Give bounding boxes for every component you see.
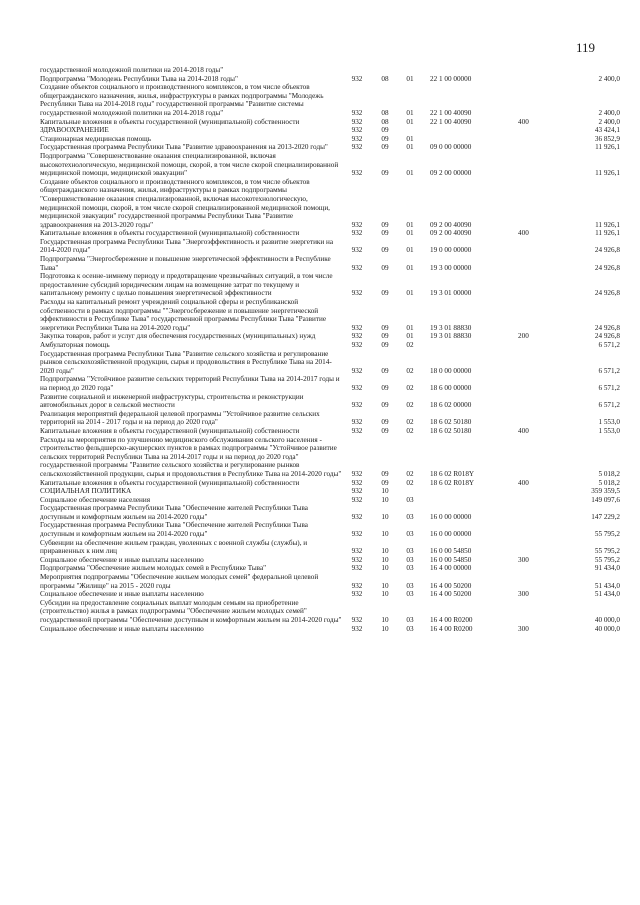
row-gr-code: 932	[351, 512, 363, 521]
row-gr-code: 932	[351, 530, 363, 539]
row-sum: 6 571,2	[598, 383, 620, 392]
row-rz-code: 10	[381, 512, 389, 521]
row-gr-code: 932	[351, 117, 363, 126]
row-pr-code: 01	[406, 332, 414, 341]
row-gr-code: 932	[351, 229, 363, 238]
row-sum: 5 018,2	[598, 478, 620, 487]
table-row	[40, 590, 620, 599]
row-gr-code: 932	[351, 263, 363, 272]
row-gr-code: 932	[351, 341, 363, 349]
row-rz-code: 10	[381, 581, 389, 590]
row-pr-code: 02	[406, 401, 414, 410]
row-name: Подготовка к осенне-зимнему периоду и предотвращение чрезвычайных ситуаций, в том числе предоставление субсидий юридическим лицам на возмещение затрат по текущему и капитальному ремонту с целью повышения энергетической эффективности	[40, 272, 333, 298]
row-cs-code: 16 0 00 00000	[430, 512, 472, 521]
row-cs-code: 16 4 00 50200	[430, 590, 472, 599]
row-pr-code: 01	[406, 169, 414, 178]
row-cs-code: 16 4 00 50200	[430, 581, 472, 590]
row-cs-code: 09 2 00 40090	[430, 220, 472, 229]
row-cs-code: 18 6 02 R018Y	[430, 469, 475, 478]
row-pr-code: 01	[406, 289, 414, 298]
row-rz-code: 09	[381, 418, 389, 427]
row-sum: 1 553,0	[598, 418, 620, 427]
row-pr-code: 03	[406, 590, 414, 599]
row-pr-code: 03	[406, 512, 414, 521]
row-rz-code: 09	[381, 229, 389, 238]
row-cs-code: 22 1 00 40090	[430, 117, 472, 126]
row-name: Развитие социальной и инженерной инфраструктуры, строительства и реконструкции автомобильных дорог в сельской местности	[40, 392, 304, 410]
row-vr-code	[518, 238, 560, 255]
row-gr-code: 932	[351, 332, 363, 341]
row-gr-code: 932	[351, 547, 363, 556]
row-gr-code: 932	[351, 220, 363, 229]
row-cs-code: 16 0 00 00000	[430, 530, 472, 539]
row-sum: 2 400,0	[598, 117, 620, 126]
row-gr-code: 932	[351, 555, 363, 564]
row-pr-code: 02	[406, 418, 414, 427]
row-vr-code	[518, 375, 560, 392]
row-rz-code: 09	[381, 401, 389, 410]
row-name: Создание объектов социального и производственного комплексов, в том числе объектов общегражданского назначения, жилья, инфраструктуры в рамках подпрограммы "Совершенствование оказания специализированной, включая высокотехнологическую, медицинской помощи, скорой, в том числе скорой специализированной медицинской помощи, медицинской эвакуации" государственной программы Республики Тыва "Развитие здравоохранения на 2013-2020 годы"	[40, 177, 330, 229]
row-name: Социальное обеспечение и иные выплаты населению	[40, 590, 204, 599]
row-name: Стационарная медицинская помощь	[40, 134, 151, 143]
row-gr-code: 932	[351, 495, 363, 504]
row-pr-code: 01	[406, 220, 414, 229]
row-cs-code: 19 3 01 88830	[430, 332, 472, 341]
row-name: Капитальные вложения в объекты государственной (муниципальной) собственности	[40, 229, 300, 238]
row-pr-code: 01	[406, 143, 414, 152]
row-pr-code: 03	[406, 564, 414, 573]
table-row	[40, 229, 620, 238]
table-row	[40, 564, 620, 573]
row-pr-code: 01	[406, 108, 414, 117]
row-gr-code: 932	[351, 108, 363, 117]
row-pr-code: 01	[406, 246, 414, 255]
table-row	[40, 118, 620, 127]
row-rz-code: 10	[381, 616, 389, 624]
table-row	[40, 556, 620, 565]
row-rz-code	[372, 66, 398, 75]
row-gr-code: 932	[351, 383, 363, 392]
table-row	[40, 83, 620, 117]
row-pr-code: 03	[406, 495, 414, 504]
row-gr-code: 932	[351, 323, 363, 332]
row-name: Субсидии на предоставление социальных выплат молодым семьям на приобретение (строительство) жилья в рамках подпрограммы "Обеспечение жильем молодых семей" государственной программы "Обеспечение доступным и комфортным жильем на 2014-2020 годы"	[40, 598, 342, 624]
row-vr-code: 400	[518, 229, 529, 238]
row-name: Реализация мероприятий федеральной целевой программы "Устойчивое развитие сельских территорий на 2014 - 2017 годы и на период до 2020 года"	[40, 409, 320, 427]
row-sum: 40 000,0	[594, 624, 620, 633]
row-pr-code	[398, 126, 422, 135]
row-vr-code	[518, 350, 560, 376]
row-cs-code: 18 6 02 00000	[430, 401, 472, 410]
row-pr-code: 03	[406, 616, 414, 624]
row-vr-code	[518, 573, 560, 590]
row-vr-code	[518, 178, 560, 230]
row-cs-code: 19 3 01 88830	[430, 323, 472, 332]
row-gr-code: 932	[351, 143, 363, 152]
table-row	[40, 350, 620, 376]
row-gr-code: 932	[351, 126, 363, 135]
row-vr-code: 300	[518, 555, 529, 564]
row-rz-code: 09	[381, 383, 389, 392]
row-sum: 149 097,6	[591, 495, 620, 504]
table-row	[40, 135, 620, 144]
table-row	[40, 152, 620, 178]
row-vr-code	[518, 410, 560, 427]
row-sum: 55 795,2	[594, 555, 620, 564]
row-rz-code: 08	[381, 74, 389, 83]
row-sum: 24 926,8	[594, 332, 620, 341]
table-row	[40, 573, 620, 590]
row-sum: 11 926,1	[595, 169, 620, 178]
row-gr-code: 932	[351, 487, 363, 496]
table-row	[40, 255, 620, 272]
row-sum: 24 926,8	[594, 323, 620, 332]
row-name: Субвенции на обеспечение жильем граждан, уволенных с военной службы (службы), и приравненных к ним лиц	[40, 538, 308, 556]
row-cs-code	[422, 487, 518, 496]
row-vr-code	[518, 564, 560, 573]
table-row	[40, 625, 620, 634]
row-sum: 91 434,0	[594, 564, 620, 573]
table-row	[40, 66, 620, 75]
row-name: Подпрограмма "Устойчивое развитие сельских территорий Республики Тыва на 2014-2017 годы и на период до 2020 года"	[40, 375, 340, 392]
row-name: Расходы на капитальный ремонт учреждений социальной сферы и республиканской собственности в рамках подпрограммы ""Энергосбережение и повышение энергетической эффективности в Республике Тыва" государственной программы Республики Тыва "Развитие энергетики Республики Тыва на 2014-2020 годы"	[40, 298, 327, 332]
row-sum: 6 571,2	[598, 366, 620, 375]
row-name: Капитальные вложения в объекты государственной (муниципальной) собственности	[40, 117, 300, 126]
row-pr-code: 03	[406, 581, 414, 590]
row-gr-code: 932	[351, 401, 363, 410]
row-rz-code: 09	[381, 469, 389, 478]
row-cs-code	[422, 66, 518, 75]
row-rz-code: 10	[381, 564, 389, 573]
row-gr-code: 932	[351, 289, 363, 298]
table-row	[40, 341, 620, 350]
table-row	[40, 238, 620, 255]
row-name: Капитальные вложения в объекты государственной (муниципальной) собственности	[40, 426, 300, 435]
row-cs-code: 19 3 00 00000	[430, 263, 472, 272]
table-row	[40, 272, 620, 298]
row-rz-code: 10	[381, 624, 389, 633]
row-pr-code: 01	[406, 74, 414, 83]
row-sum: 2 400,0	[598, 108, 620, 117]
row-sum: 11 926,1	[595, 229, 620, 238]
row-rz-code: 10	[381, 530, 389, 539]
row-rz-code: 08	[381, 117, 389, 126]
row-vr-code	[518, 298, 560, 332]
row-pr-code	[398, 487, 422, 496]
row-vr-code	[518, 66, 560, 75]
row-cs-code: 18 0 00 00000	[430, 366, 472, 375]
row-gr-code: 932	[351, 246, 363, 255]
table-row	[40, 487, 620, 496]
table-row	[40, 126, 620, 135]
row-rz-code: 10	[381, 547, 389, 556]
row-vr-code: 200	[518, 332, 529, 341]
row-sum: 24 926,8	[594, 246, 620, 255]
row-rz-code: 10	[381, 590, 389, 599]
row-vr-code	[518, 272, 560, 298]
row-gr-code: 932	[351, 426, 363, 435]
row-sum: 55 795,2	[594, 547, 620, 556]
row-name: Амбулаторная помощь	[40, 341, 110, 349]
row-name: Закупка товаров, работ и услуг для обеспечения государственных (муниципальных) нужд	[40, 332, 316, 341]
row-rz-code: 10	[381, 555, 389, 564]
table-row	[40, 393, 620, 410]
row-sum: 43 424,1	[594, 126, 620, 135]
row-cs-code: 22 1 00 40090	[430, 108, 472, 117]
row-name: Социальное обеспечение и иные выплаты населению	[40, 624, 204, 633]
row-name: Капитальные вложения в объекты государственной (муниципальной) собственности	[40, 478, 300, 487]
row-sum: 2 400,0	[598, 74, 620, 83]
table-row	[40, 178, 620, 230]
row-cs-code: 09 0 00 00000	[430, 143, 472, 152]
table-row	[40, 410, 620, 427]
row-cs-code: 22 1 00 00000	[430, 74, 472, 83]
row-vr-code	[518, 599, 560, 625]
row-cs-code: 09 2 00 00000	[430, 169, 472, 178]
row-gr-code: 932	[351, 134, 363, 143]
row-rz-code: 10	[381, 487, 389, 496]
row-gr-code: 932	[351, 590, 363, 599]
row-rz-code: 09	[381, 246, 389, 255]
table-row	[40, 496, 620, 505]
row-pr-code: 02	[406, 469, 414, 478]
row-pr-code: 03	[406, 624, 414, 633]
row-gr-code: 932	[351, 169, 363, 178]
row-vr-code	[518, 496, 560, 505]
row-vr-code	[518, 83, 560, 117]
row-name: Государственная программа Республики Тыва "Энергоэффективность и развитие энергетики на 2014-2020 годы"	[40, 237, 334, 255]
row-pr-code: 01	[406, 263, 414, 272]
row-cs-code: 16 4 00 R0200	[430, 624, 473, 633]
row-sum: 51 434,0	[594, 590, 620, 599]
row-rz-code: 09	[381, 220, 389, 229]
row-rz-code: 09	[381, 169, 389, 178]
row-name: Подпрограмма "Молодежь Республики Тыва на 2014-2018 годы"	[40, 74, 238, 83]
row-name: ЗДРАВООХРАНЕНИЕ	[40, 126, 109, 135]
row-cs-code: 09 2 00 40090	[430, 229, 472, 238]
row-vr-code	[518, 152, 560, 178]
row-pr-code: 02	[406, 341, 414, 349]
row-sum: 36 852,9	[594, 134, 620, 143]
row-name: СОЦИАЛЬНАЯ ПОЛИТИКА	[40, 487, 132, 496]
row-rz-code: 08	[381, 108, 389, 117]
row-cs-code	[422, 126, 518, 135]
row-cs-code	[422, 496, 518, 505]
row-cs-code: 16 0 00 54850	[430, 555, 472, 564]
row-gr-code: 932	[351, 366, 363, 375]
table-row	[40, 521, 620, 538]
row-rz-code: 09	[381, 323, 389, 332]
table-row	[40, 599, 620, 625]
row-name: Государственная программа Республики Тыва "Развитие здравоохранения на 2013-2020 годы"	[40, 143, 328, 152]
row-rz-code: 10	[381, 495, 389, 504]
table-row	[40, 143, 620, 152]
row-pr-code: 03	[406, 530, 414, 539]
row-name: государственной молодежной политики на 2014-2018 годы"	[40, 66, 224, 74]
table-row	[40, 332, 620, 341]
row-pr-code: 03	[406, 555, 414, 564]
budget-table	[40, 66, 620, 633]
row-cs-code: 16 4 00 00000	[430, 564, 472, 573]
row-vr-code	[518, 126, 560, 135]
row-rz-code: 09	[381, 332, 389, 341]
row-name: Создание объектов социального и производственного комплексов, в том числе объектов общегражданского назначения, жилья, инфраструктуры в рамках подпрограммы "Молодежь Республики Тыва на 2014-2018 годы" государственной программы "Развитие системы государственной молодежной политики на 2014-2018 годы"	[40, 83, 324, 117]
row-rz-code: 09	[381, 263, 389, 272]
row-name: Государственная программа Республики Тыва "Развитие сельского хозяйства и регулирование рынков сельскохозяйственной продукции, сырья и продовольствия в Республике Тыва на 2014-2020 годы"	[40, 349, 332, 375]
table-row	[40, 479, 620, 488]
row-sum: 24 926,8	[594, 263, 620, 272]
row-pr-code: 01	[406, 229, 414, 238]
row-cs-code: 18 6 02 R018Y	[430, 478, 475, 487]
row-cs-code: 18 6 02 50180	[430, 426, 472, 435]
table-row	[40, 504, 620, 521]
row-vr-code: 400	[518, 117, 529, 126]
row-rz-code: 09	[381, 366, 389, 375]
row-cs-code: 16 4 00 R0200	[430, 616, 473, 624]
page-number: 119	[576, 40, 596, 55]
row-rz-code: 09	[381, 341, 389, 349]
table-row	[40, 298, 620, 332]
row-sum	[560, 66, 620, 75]
row-name: Социальное обеспечение населения	[40, 495, 151, 504]
table-row	[40, 427, 620, 436]
row-pr-code: 01	[406, 323, 414, 332]
row-cs-code: 19 3 01 00000	[430, 289, 472, 298]
row-vr-code	[518, 255, 560, 272]
row-cs-code: 18 6 02 50180	[430, 418, 472, 427]
row-gr-code: 932	[351, 581, 363, 590]
row-sum: 40 000,0	[594, 616, 620, 624]
row-rz-code: 09	[381, 289, 389, 298]
row-sum: 24 926,8	[594, 289, 620, 298]
row-name: Подпрограмма "Совершенствование оказания специализированной, включая высокотехнологическую, медицинской помощи, скорой, в том числе скорой специализированной медицинской помощи, медицинской эвакуации"	[40, 151, 339, 178]
row-rz-code: 09	[381, 426, 389, 435]
row-sum: 11 926,1	[595, 143, 620, 152]
row-name: Подпрограмма "Энергосбережение и повышение энергетической эффективности в Республике Тыва"	[40, 255, 331, 272]
row-vr-code	[518, 521, 560, 538]
row-name: Государственная программа Республики Тыва "Обеспечение жителей Республики Тыва доступным и комфортным жильем на 2014-2020 годы"	[40, 504, 308, 521]
row-vr-code	[518, 393, 560, 410]
row-vr-code	[518, 75, 560, 84]
budget-table-body	[40, 66, 620, 633]
row-gr-code	[342, 66, 372, 75]
row-pr-code: 02	[406, 426, 414, 435]
row-rz-code: 09	[381, 126, 389, 135]
row-pr-code	[398, 66, 422, 75]
row-sum: 6 571,2	[598, 341, 620, 349]
table-row	[40, 75, 620, 84]
row-vr-code	[518, 487, 560, 496]
table-row	[40, 375, 620, 392]
row-pr-code: 03	[406, 547, 414, 556]
row-pr-code: 01	[406, 117, 414, 126]
row-pr-code: 02	[406, 366, 414, 375]
row-sum: 359 359,5	[591, 487, 620, 496]
row-rz-code: 09	[381, 478, 389, 487]
row-pr-code: 01	[406, 134, 414, 143]
row-cs-code: 19 0 00 00000	[430, 246, 472, 255]
row-gr-code: 932	[351, 478, 363, 487]
row-vr-code: 300	[518, 624, 529, 633]
row-sum: 51 434,0	[594, 581, 620, 590]
row-vr-code	[518, 135, 560, 144]
row-vr-code	[518, 436, 560, 479]
row-name: Социальное обеспечение и иные выплаты населению	[40, 555, 204, 564]
row-gr-code: 932	[351, 624, 363, 633]
row-vr-code: 300	[518, 590, 529, 599]
row-sum: 55 795,2	[594, 530, 620, 539]
row-name: Государственная программа Республики Тыва "Обеспечение жителей Республики Тыва доступным и комфортным жильем на 2014-2020 годы"	[40, 521, 308, 539]
row-sum: 6 571,2	[598, 401, 620, 410]
row-rz-code: 09	[381, 134, 389, 143]
row-name: Мероприятия подпрограммы "Обеспечение жильем молодых семей" федеральной целевой программы "Жилище" на 2015 - 2020 годы	[40, 573, 319, 590]
row-pr-code: 02	[406, 478, 414, 487]
row-cs-code: 16 0 00 54850	[430, 547, 472, 556]
row-name: Подпрограмма "Обеспечение жильем молодых семей в Республике Тыва"	[40, 564, 267, 573]
row-vr-code: 400	[518, 478, 529, 487]
row-cs-code	[422, 135, 518, 144]
row-cs-code	[422, 341, 518, 350]
row-name: Расходы на мероприятия по улучшению медицинского обслуживания сельского населения - строительство фельдшерско-акушерских пунктов в рамках подпрограммы "Устойчивое развитие сельских территорий Республики Тыва на 2014-2017 годы и на период до 2020 года" государственной программы "Развитие сельского хозяйства и регулирование рынков сельскохозяйственной продукции, сырья и продовольствия в Республике Тыва на 2014-2020 годы"	[40, 435, 342, 478]
row-sum: 11 926,1	[595, 220, 620, 229]
row-rz-code: 09	[381, 143, 389, 152]
row-gr-code: 932	[351, 616, 363, 624]
row-sum: 147 229,2	[591, 512, 620, 521]
row-vr-code	[518, 504, 560, 521]
row-vr-code	[518, 341, 560, 350]
row-gr-code: 932	[351, 74, 363, 83]
row-vr-code: 400	[518, 426, 529, 435]
row-sum: 5 018,2	[598, 469, 620, 478]
row-gr-code: 932	[351, 418, 363, 427]
table-row	[40, 539, 620, 556]
row-gr-code: 932	[351, 564, 363, 573]
row-sum: 1 553,0	[598, 426, 620, 435]
row-vr-code	[518, 539, 560, 556]
row-gr-code: 932	[351, 469, 363, 478]
row-vr-code	[518, 143, 560, 152]
row-cs-code: 18 6 00 00000	[430, 383, 472, 392]
table-row	[40, 436, 620, 479]
row-pr-code: 02	[406, 383, 414, 392]
